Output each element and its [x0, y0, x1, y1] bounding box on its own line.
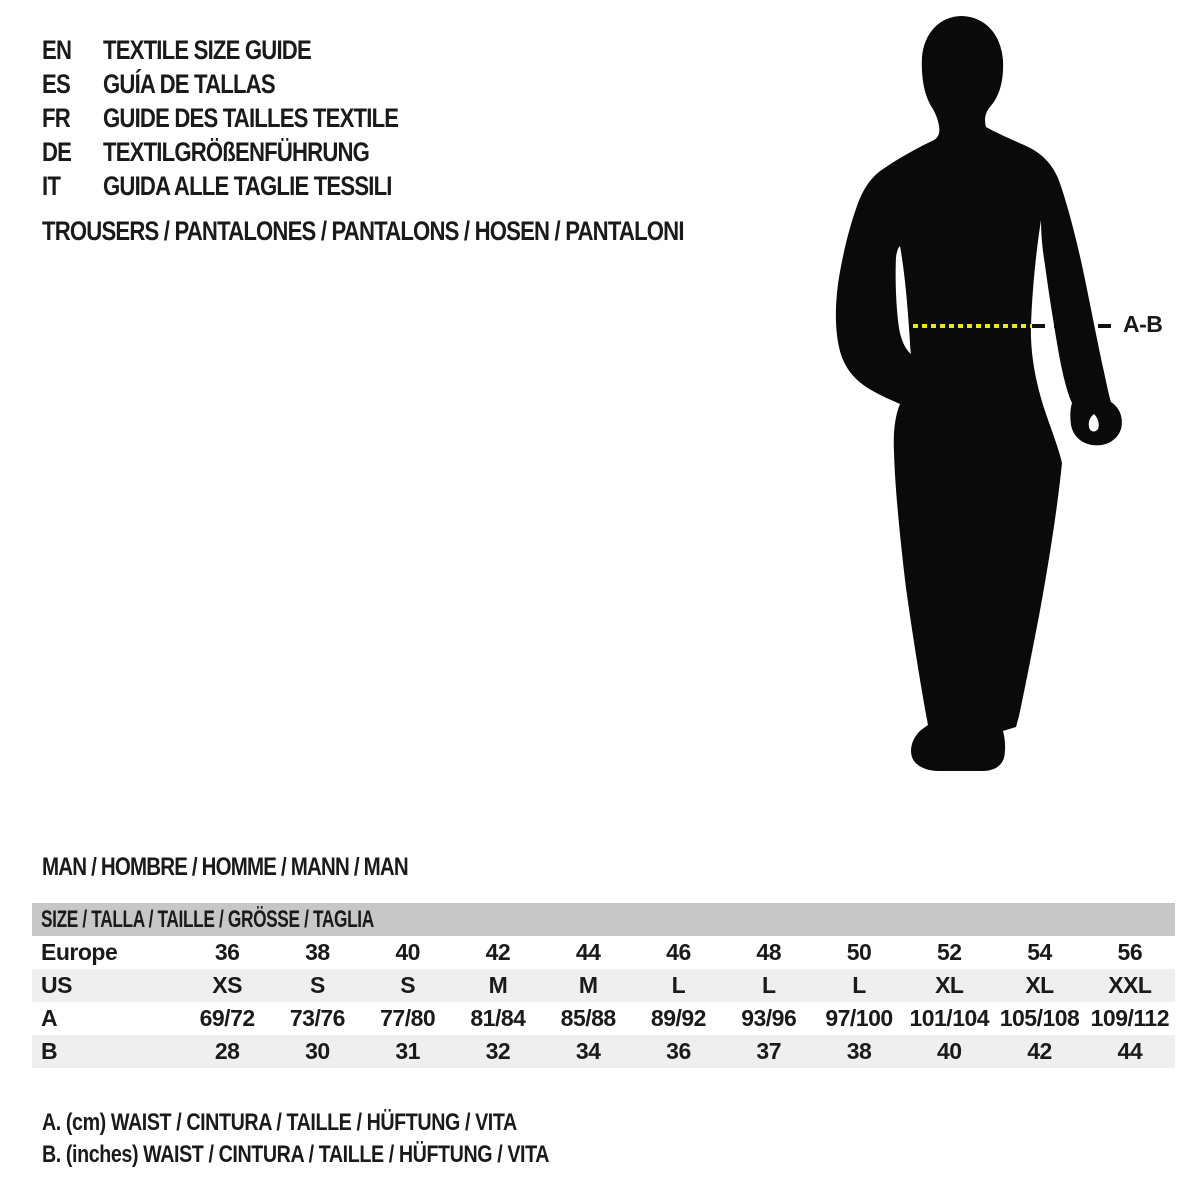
size-value-cell: 97/100: [825, 1005, 893, 1031]
size-value-cell: 36: [214, 939, 240, 965]
size-value-cell: 38: [305, 939, 330, 965]
footnote-waist-inches-text: B. (inches) WAIST / CINTURA / TAILLE / HÜFTUNG / VITA: [42, 1141, 550, 1168]
size-value-cell: M: [578, 972, 598, 998]
language-label: TEXTILGRÖßENFÜHRUNG: [103, 137, 370, 167]
size-value-cell: 30: [305, 1038, 330, 1064]
size-value-cell: 50: [846, 939, 872, 965]
size-value-cell: 44: [1117, 1038, 1143, 1064]
size-system-label: US: [41, 972, 72, 998]
man-silhouette: [836, 16, 1122, 771]
size-value-cell: 48: [756, 939, 782, 965]
size-value-cell: 42: [485, 939, 511, 965]
size-table-header: [32, 903, 1175, 936]
size-table-row: [32, 936, 1175, 969]
size-value-cell: 77/80: [380, 1005, 436, 1031]
size-value-cell: L: [852, 972, 866, 998]
size-value-cell: 31: [395, 1038, 420, 1064]
language-label: TEXTILE SIZE GUIDE: [103, 35, 311, 65]
size-value-cell: 85/88: [560, 1005, 616, 1031]
size-value-cell: XS: [212, 972, 242, 998]
size-value-cell: 38: [846, 1038, 872, 1064]
size-value-cell: 46: [666, 939, 691, 965]
size-value-cell: 40: [936, 1038, 962, 1064]
size-value-cell: 109/112: [1090, 1005, 1170, 1031]
size-value-cell: 32: [485, 1038, 511, 1064]
size-value-cell: XXL: [1108, 972, 1152, 998]
footnote-waist-cm: [42, 1110, 621, 1136]
language-code: DE: [42, 137, 72, 167]
size-value-cell: 54: [1027, 939, 1052, 965]
language-label: GUIDA ALLE TAGLIE TESSILI: [103, 171, 392, 201]
size-value-cell: S: [309, 972, 325, 998]
section-heading-text: MAN / HOMBRE / HOMME / MANN / MAN: [42, 853, 408, 881]
size-value-cell: XL: [1025, 972, 1054, 998]
category-heading-text: TROUSERS / PANTALONES / PANTALONS / HOSEN / PANTALONI: [42, 216, 684, 246]
size-value-cell: 89/92: [650, 1005, 706, 1031]
size-table-header-text: SIZE / TALLA / TAILLE / GRÖSSE / TAGLIA: [41, 905, 374, 933]
measure-label: A-B: [1123, 311, 1163, 337]
size-value-cell: 44: [575, 939, 601, 965]
language-code: ES: [42, 69, 70, 99]
size-table-row: [32, 1035, 1175, 1068]
size-value-cell: 34: [575, 1038, 601, 1064]
size-system-label: A: [41, 1005, 58, 1031]
size-table: [32, 903, 1175, 1068]
size-table-header-row: [32, 903, 1175, 936]
size-value-cell: 42: [1027, 1038, 1052, 1064]
size-value-cell: 40: [395, 939, 420, 965]
size-value-cell: XL: [935, 972, 964, 998]
size-value-cell: 73/76: [289, 1005, 345, 1031]
footnote-waist-inches: [42, 1142, 660, 1168]
size-value-cell: 37: [756, 1038, 782, 1064]
size-value-cell: 56: [1117, 939, 1143, 965]
size-value-cell: L: [761, 972, 776, 998]
size-table-row: [32, 1002, 1175, 1035]
footnote-waist-cm-text: A. (cm) WAIST / CINTURA / TAILLE / HÜFTUNG / VITA: [42, 1109, 517, 1136]
size-value-cell: 52: [936, 939, 962, 965]
language-label: GUÍA DE TALLAS: [103, 69, 275, 99]
size-value-cell: S: [400, 972, 416, 998]
size-value-cell: 28: [214, 1038, 240, 1064]
language-code: FR: [42, 103, 70, 133]
size-value-cell: 36: [666, 1038, 691, 1064]
section-heading: [42, 853, 488, 881]
size-value-cell: 101/104: [909, 1005, 990, 1031]
size-value-cell: 69/72: [199, 1005, 255, 1031]
size-value-cell: 81/84: [470, 1005, 526, 1031]
size-table-row: [32, 969, 1175, 1002]
language-code: IT: [42, 171, 61, 201]
size-value-cell: 105/108: [999, 1005, 1080, 1031]
size-value-cell: L: [671, 972, 686, 998]
size-system-label: Europe: [41, 939, 118, 965]
language-label: GUIDE DES TAILLES TEXTILE: [103, 103, 399, 133]
size-value-cell: M: [488, 972, 508, 998]
size-value-cell: 93/96: [741, 1005, 797, 1031]
size-system-label: B: [41, 1038, 58, 1064]
language-code: EN: [42, 35, 72, 65]
